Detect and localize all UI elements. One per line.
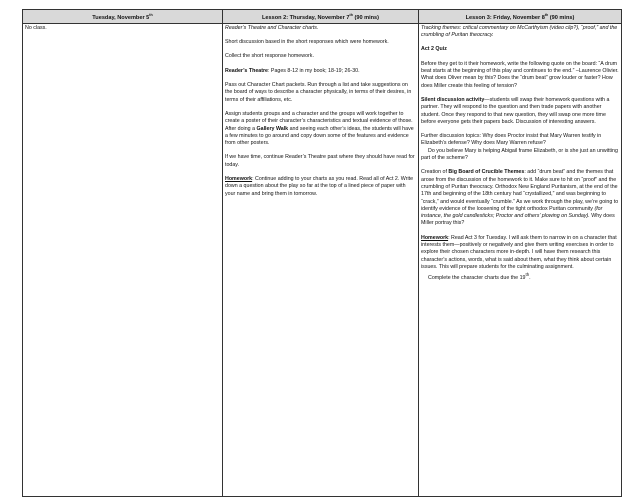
- lesson-3-big-board: Creation of Big Board of Crucible Themes: add “drum beat” and the themes that arose from the discussion of the homework to it. Make sure to hit on “proof” and the crumbling of Puritan theocracy. Orthodox New England Puritanism, at the end of the 17th and beginning of the 18th century had “crystallized,” and was beginning to “crack,” and would eventually “crumble.” As we work through the play, we’re going to identify evidence of the loosening of the tight orthodox Puritan community (for instance, the gold candlesticks; Proctor and others’ plowing on Sunday). Why does Miller portray this?: [421, 169, 619, 227]
- header-lesson-3: Lesson 3: Friday, November 8th (90 mins): [419, 10, 622, 24]
- no-class-text: No class.: [25, 24, 47, 31]
- lesson-2-groups: Assign students groups and a character and the groups will work together to create a poster of their character’s characteristics and textual evidence of those. After doing a Gallery Walk and seeing each other’s ideas, the students will have a few minutes to go around and copy down some of the features and evidence from other posters.: [225, 110, 414, 147]
- lesson-3-further-discussion: Further discussion topics: Why does Proctor insist that Mary Warren testify in Elizabeth’s defense? Why does Mary Warren refuse? Do you believe Mary is helping Abigail frame Elizabeth, or is she just an unwitting part of the scheme?: [421, 133, 618, 162]
- lesson-2-character-chart: Pass out Character Chart packets. Run through a list and take suggestions on the board of ways to describe a character physically, in terms of their desires, in terms of their affiliations, etc.: [225, 82, 412, 103]
- lesson-3-quiz: Act 2 Quiz: [421, 46, 447, 53]
- lesson-2-collect: Collect the short response homework.: [225, 53, 314, 60]
- lesson-3-quote: Before they get to it their homework, write the following quote on the board: “A drum beat starts at the beginning of this play and continues to the end.” –Laurence Olivier. What does Oliver mean by this? Does the “drum beat” grow louder or faster? How does Miller create this feeling of tension?: [421, 60, 619, 89]
- lesson-3-homework: Homework: Read Act 3 for Tuesday. I will ask them to narrow in on a character that interests them—positively or negatively and give them writing exercises in order to explore their chosen characters more in-depth. I will have them research this character’s actions, words, what is said about them, what they think about certain issues. This will prepare students for the culminating assignment. Complete the character charts due the 19th.: [421, 234, 617, 281]
- tuesday-cell: [23, 23, 223, 496]
- lesson-2-overview: Reader’s Theatre and Character charts.: [225, 24, 319, 31]
- header-tuesday: Tuesday, November 5th: [23, 10, 223, 24]
- lesson-plan-table: [22, 9, 622, 497]
- lesson-2-if-time: If we have time, continue Reader’s Theatre past where they should have read for today.: [225, 154, 415, 168]
- lesson-2-homework: Homework: Continue adding to your charts as you read. Read all of Act 2. Write down a question about the play so far at the top of a lined piece of paper with your name and bring them in tomorrow.: [225, 176, 414, 197]
- header-lesson-2: Lesson 2: Thursday, November 7th (90 mins): [223, 10, 419, 24]
- header-row: [23, 10, 622, 24]
- lesson-3-overview: Tracking themes: critical commentary on McCarthyism (video clip?), “proof,” and the crumbling of Puritan theocracy.: [421, 24, 618, 39]
- lesson-2-discussion: Short discussion based in the short responses which were homework.: [225, 39, 389, 46]
- lesson-2-cell: [223, 23, 419, 496]
- body-row: [23, 23, 622, 496]
- lesson-3-cell: [419, 23, 622, 496]
- lesson-3-silent-discussion: Silent discussion activity—students will swap their homework questions with a partner. They will respond to the question and then trade papers with another student. Once they respond to that new question, they will swap one more time before everyone gets their papers back. Discussion of interesting answers.: [421, 96, 610, 125]
- lesson-2-readers-theatre: Reader’s Theatre: Pages 8-12 in my book; 18-19; 26-30.: [225, 67, 360, 74]
